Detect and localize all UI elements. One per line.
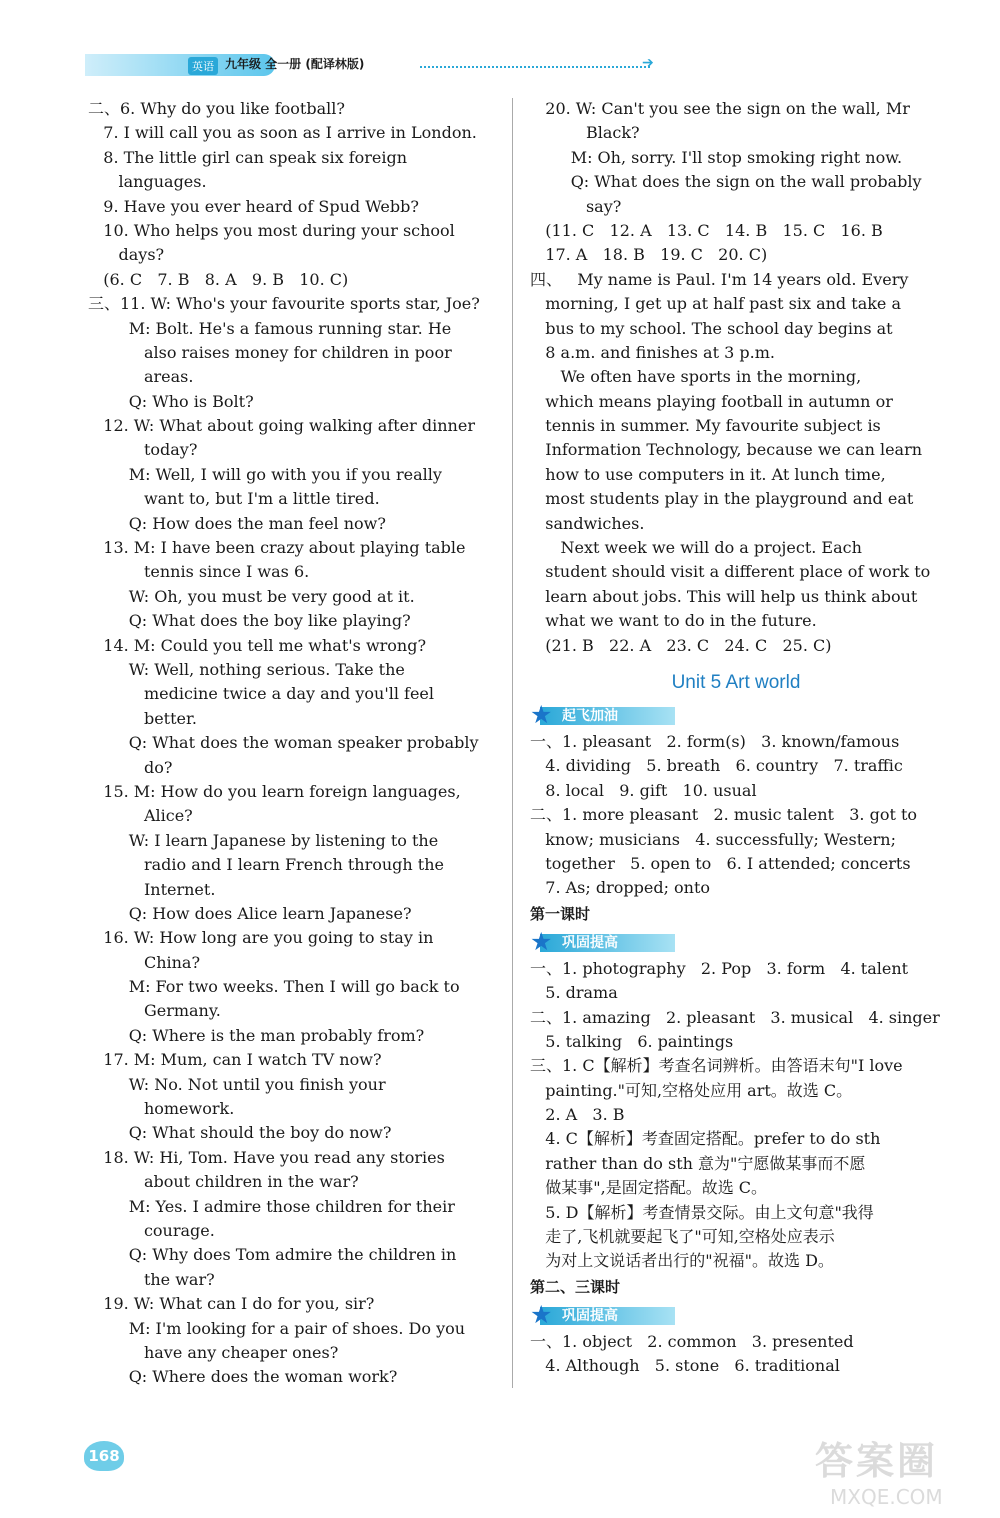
star-icon: ★: [530, 699, 553, 729]
watermark: [815, 1430, 995, 1510]
text-line: China?: [88, 952, 201, 972]
watermark-logo-text: 答案圈: [815, 1439, 939, 1483]
text-line: M: Bolt. He's a famous running star. He: [88, 318, 452, 338]
text-line: bus to my school. The school day begins at: [530, 318, 893, 338]
text-line: tennis since I was 6.: [88, 562, 310, 582]
text-line: 17. M: Mum, can I watch TV now?: [88, 1050, 382, 1070]
text-line: 7. As; dropped; onto: [530, 878, 711, 898]
text-line: Alice?: [88, 806, 193, 826]
section-banner-gonggu-1: [530, 926, 942, 956]
text-line: M: Yes. I admire those children for their: [88, 1196, 455, 1216]
qifei-answers: [530, 730, 942, 901]
subject-tag: 英语: [188, 57, 218, 75]
text-line: Q: How does the man feel now?: [88, 513, 386, 533]
star-icon: ★: [530, 926, 553, 956]
text-line: 四、 My name is Paul. I'm 14 years old. Every: [530, 269, 909, 289]
text-line: (21. B 22. A 23. C 24. C 25. C): [530, 635, 832, 655]
section-banner-gonggu-2: [530, 1299, 942, 1329]
text-line: most students play in the playground and eat: [530, 489, 914, 509]
text-line: 17. A 18. B 19. C 20. C): [530, 245, 768, 265]
text-line: 10. Who helps you most during your school: [88, 220, 455, 240]
listening-answers-continued: [530, 97, 942, 658]
text-line: 二、6. Why do you like football?: [88, 99, 345, 118]
text-line: sandwiches.: [530, 513, 645, 533]
text-line: know; musicians 4. successfully; Western;: [530, 829, 896, 849]
text-line: 8. The little girl can speak six foreign: [88, 147, 408, 167]
text-line: Q: Who is Bolt?: [88, 391, 254, 411]
lesson23-answers: [530, 1330, 942, 1379]
unit-title: Unit 5 Art world: [671, 671, 801, 693]
text-line: (6. C 7. B 8. A 9. B 10. C): [88, 269, 349, 289]
text-line: W: Oh, you must be very good at it.: [88, 586, 415, 606]
text-line: Q: Why does Tom admire the children in: [88, 1245, 457, 1265]
text-line: Germany.: [88, 1001, 221, 1021]
text-line: have any cheaper ones?: [88, 1342, 339, 1362]
text-line: courage.: [88, 1220, 215, 1240]
text-line: M: Well, I will go with you if you really: [88, 464, 442, 484]
page-header: [85, 48, 665, 82]
lesson-title-1: 第一课时: [530, 904, 591, 923]
text-line: 12. W: What about going walking after dinner: [88, 416, 475, 436]
text-line: 7. I will call you as soon as I arrive in London.: [88, 123, 477, 143]
text-line: want to, but I'm a little tired.: [88, 489, 380, 509]
lesson1-answers: [530, 957, 942, 1274]
text-line: how to use computers in it. At lunch time,: [530, 464, 886, 484]
text-line: homework.: [88, 1099, 235, 1119]
text-line: Q: What should the boy do now?: [88, 1123, 392, 1143]
text-line: 5. drama: [530, 983, 618, 1003]
text-line: painting."可知,空格处应用 art。故选 C。: [530, 1080, 853, 1100]
text-line: medicine twice a day and you'll feel: [88, 684, 435, 704]
text-line: Q: Where does the woman work?: [88, 1367, 398, 1387]
text-line: 9. Have you ever heard of Spud Webb?: [88, 196, 419, 216]
text-line: 2. A 3. B: [530, 1105, 625, 1125]
text-line: today?: [88, 440, 198, 460]
text-line: Information Technology, because we can learn: [530, 440, 923, 460]
text-line: Q: What does the woman speaker probably: [88, 733, 479, 753]
text-line: 14. M: Could you tell me what's wrong?: [88, 635, 427, 655]
text-line: 三、11. W: Who's your favourite sports star, Joe?: [88, 294, 480, 314]
star-icon: ★: [530, 1299, 553, 1329]
arrow-icon: ➔: [642, 55, 654, 71]
text-line: M: Oh, sorry. I'll stop smoking right now.: [530, 147, 903, 167]
text-line: Q: How does Alice learn Japanese?: [88, 903, 412, 923]
text-line: 做某事",是固定搭配。故选 C。: [530, 1178, 768, 1198]
text-line: Q: What does the sign on the wall probably: [530, 172, 922, 192]
text-line: 一、1. object 2. common 3. presented: [530, 1331, 854, 1351]
text-line: rather than do sth 意为"宁愿做某事而不愿: [530, 1153, 866, 1173]
text-line: radio and I learn French through the: [88, 855, 444, 875]
text-line: 5. D【解析】考查情景交际。由上文句意"我得: [530, 1202, 874, 1222]
lesson-title-23: 第二、三课时: [530, 1277, 621, 1296]
text-line: 19. W: What can I do for you, sir?: [88, 1294, 375, 1314]
text-line: 三、1. C【解析】考查名词辨析。由答语末句"I love: [530, 1056, 903, 1076]
text-line: W: I learn Japanese by listening to the: [88, 830, 439, 850]
banner-label: 巩固提高: [562, 1307, 618, 1324]
left-column: [88, 97, 500, 1390]
text-line: the war?: [88, 1269, 215, 1289]
text-line: Black?: [530, 123, 640, 143]
text-line: learn about jobs. This will help us think about: [530, 586, 918, 606]
text-line: We often have sports in the morning,: [530, 367, 862, 387]
text-line: morning, I get up at half past six and take a: [530, 294, 902, 314]
text-line: which means playing football in autumn or: [530, 391, 893, 411]
text-line: W: Well, nothing serious. Take the: [88, 659, 405, 679]
text-line: 二、1. amazing 2. pleasant 3. musical 4. singer: [530, 1007, 940, 1027]
text-line: 18. W: Hi, Tom. Have you read any stories: [88, 1147, 445, 1167]
right-column: [530, 97, 942, 1379]
text-line: also raises money for children in poor: [88, 342, 452, 362]
text-line: (11. C 12. A 13. C 14. B 15. C 16. B: [530, 220, 883, 240]
text-line: student should visit a different place of work to: [530, 562, 931, 582]
text-line: 4. dividing 5. breath 6. country 7. traffic: [530, 756, 903, 776]
text-line: 15. M: How do you learn foreign languages,: [88, 781, 461, 801]
text-line: about children in the war?: [88, 1172, 359, 1192]
text-line: W: No. Not until you finish your: [88, 1074, 386, 1094]
text-line: 一、1. pleasant 2. form(s) 3. known/famous: [530, 731, 900, 751]
text-line: Q: What does the boy like playing?: [88, 611, 411, 631]
banner-label: 巩固提高: [562, 934, 618, 951]
text-line: M: For two weeks. Then I will go back to: [88, 977, 460, 997]
text-line: areas.: [88, 367, 194, 387]
text-line: Q: Where is the man probably from?: [88, 1025, 425, 1045]
text-line: 一、1. photography 2. Pop 3. form 4. talent: [530, 958, 909, 978]
banner-label: 起飞加油: [562, 707, 618, 724]
text-line: days?: [88, 245, 165, 265]
header-dotted-line: [420, 66, 650, 68]
text-line: 8 a.m. and finishes at 3 p.m.: [530, 342, 775, 362]
text-line: M: I'm looking for a pair of shoes. Do you: [88, 1318, 466, 1338]
book-title: 九年级 全一册 (配译林版): [225, 57, 365, 71]
text-line: Internet.: [88, 879, 216, 899]
text-line: what we want to do in the future.: [530, 611, 817, 631]
text-line: 5. talking 6. paintings: [530, 1031, 734, 1051]
watermark-url: MXQE.COM: [830, 1485, 943, 1509]
text-line: together 5. open to 6. I attended; concerts: [530, 853, 911, 873]
text-line: 13. M: I have been crazy about playing table: [88, 538, 466, 558]
text-line: better.: [88, 708, 197, 728]
text-line: 8. local 9. gift 10. usual: [530, 780, 757, 800]
text-line: languages.: [88, 172, 207, 192]
text-line: 为对上文说话者出行的"祝福"。故选 D。: [530, 1251, 834, 1271]
text-line: 20. W: Can't you see the sign on the wall, Mr: [530, 99, 910, 118]
text-line: 二、1. more pleasant 2. music talent 3. got to: [530, 805, 918, 825]
text-line: 4. C【解析】考查固定搭配。prefer to do sth: [530, 1129, 881, 1149]
text-line: do?: [88, 757, 173, 777]
text-line: 走了,飞机就要起飞了"可知,空格处应表示: [530, 1227, 835, 1247]
page-number: 168: [84, 1441, 124, 1471]
text-line: tennis in summer. My favourite subject is: [530, 416, 881, 436]
column-divider: [512, 98, 513, 1388]
text-line: say?: [530, 196, 622, 216]
text-line: Next week we will do a project. Each: [530, 538, 862, 558]
text-line: 4. Although 5. stone 6. traditional: [530, 1356, 840, 1376]
text-line: 16. W: How long are you going to stay in: [88, 928, 434, 948]
section-banner-qifei: [530, 699, 942, 729]
